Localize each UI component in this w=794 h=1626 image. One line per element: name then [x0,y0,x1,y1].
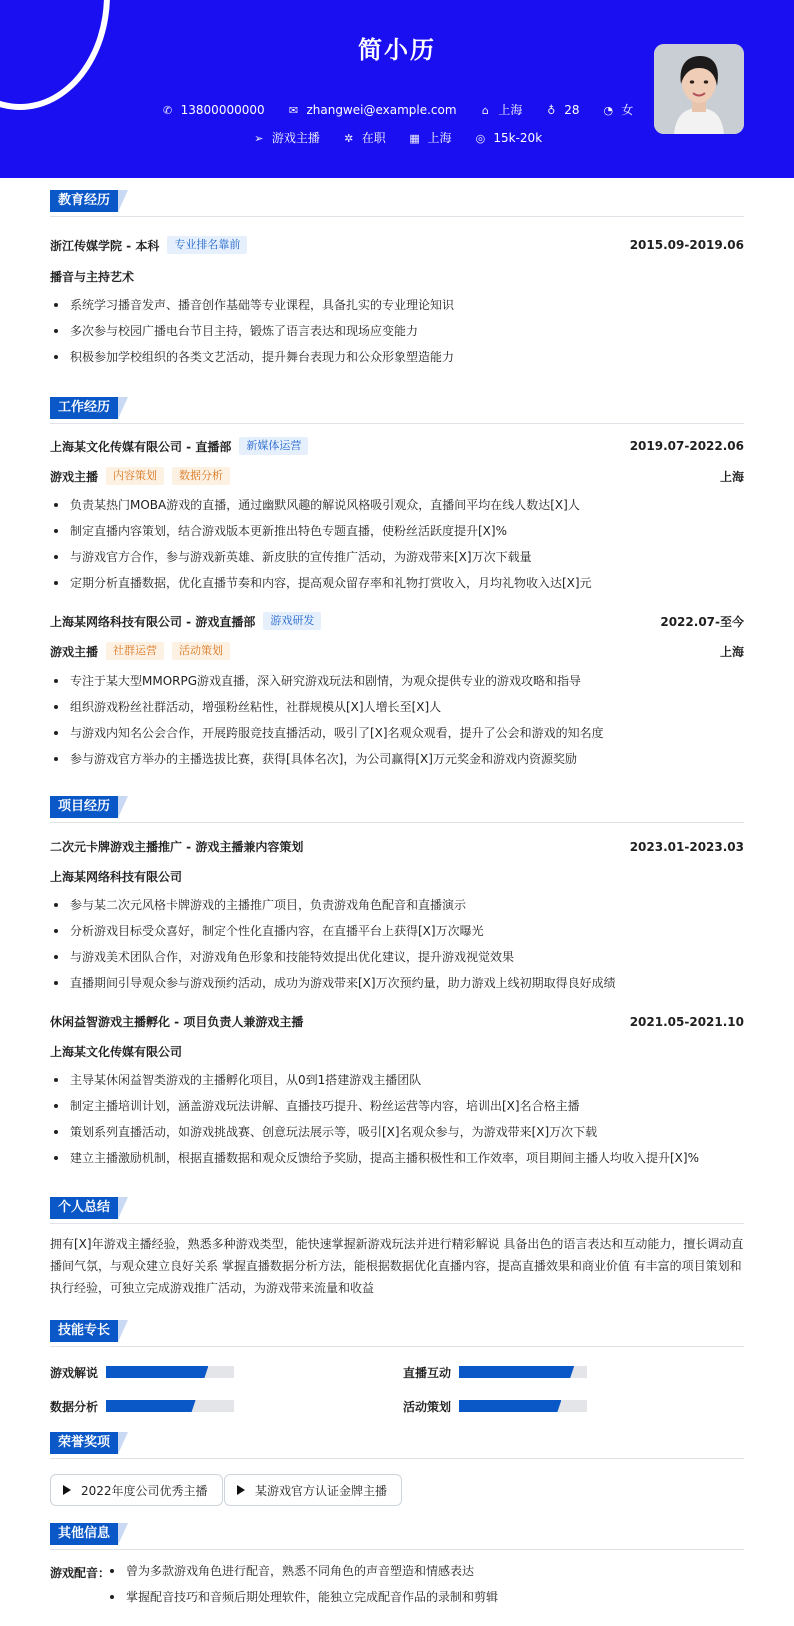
project-bullets [50,892,744,996]
list-item: 参与某二次元风格卡牌游戏的主播推广项目，负责游戏角色配音和直播演示 [50,892,744,918]
list-item: 策划系列直播活动，如游戏挑战赛、创意玩法展示等，吸引[X]名观众参与，为游戏带来[X]万次下载 [50,1119,744,1145]
school-name: 浙江传媒学院 - 本科 [50,238,160,253]
skill-item [50,1398,234,1414]
gender-info: ◔ 女 [601,101,633,118]
list-item: 建立主播激励机制，根据直播数据和观众反馈给予奖励，提高主播积极性和工作效率，项目期间主播人均收入提升[X]% [50,1145,744,1171]
section-skills [50,1320,118,1342]
list-item: 积极参加学校组织的各类文艺活动，提升舞台表现力和公众形象塑造能力 [50,344,744,370]
company-name: 上海某网络科技有限公司 - 游戏直播部 [50,614,256,629]
job-location: 上海 [719,469,744,484]
summary-text [50,1233,744,1299]
project-header [50,1013,744,1030]
play-icon [237,1485,245,1495]
skill-bar-fill [106,1400,196,1412]
skill-label: 数据分析 [50,1399,99,1414]
email-info: ✉ zhangwei@example.com [286,103,456,117]
project-name: 休闲益智游戏主播孵化 - 项目负责人兼游戏主播 [50,1015,304,1029]
job-role-row [50,642,744,660]
skill-bar [459,1366,587,1378]
profile-photo [654,44,744,134]
job-date: 2022.07-至今 [660,614,744,629]
skill-label: 直播互动 [403,1365,452,1380]
work-city-info: ▦ 上海 [409,131,452,145]
salary-info: ◎ 15k-20k [473,131,542,145]
summary-line: 执行经验，可独立完成游戏推广活动，为游戏带来流量和收益 [50,1281,375,1295]
list-item: 与游戏内知名公会合作，开展跨服竞技直播活动，吸引了[X]名观众观看，提升了公会和游戏的知名度 [50,720,744,746]
skill-bar-fill [459,1366,574,1378]
divider [50,1549,744,1550]
phone-info: ✆ 13800000000 [161,103,265,117]
skill-bar [106,1366,234,1378]
play-icon [63,1485,71,1495]
list-item: 与游戏美术团队合作，对游戏角色形象和技能特效提出优化建议，提升游戏视觉效果 [50,944,744,970]
divider [50,822,744,823]
list-item: 直播期间引导观众参与游戏预约活动，成功为游戏带来[X]万次预约量，助力游戏上线初期取得良好成绩 [50,970,744,996]
gear-icon: ✲ [344,132,354,145]
major-row [50,268,744,285]
list-item: 多次参与校园广播电台节目主持，锻炼了语言表达和现场应变能力 [50,318,744,344]
cake-icon: ♁ [547,104,556,117]
section-awards [50,1432,118,1454]
list-item: 曾为多款游戏角色进行配音，熟悉不同角色的声音塑造和情感表达 [106,1558,726,1584]
skill-tag: 内容策划 [106,467,164,485]
skill-bar [106,1400,234,1412]
education-date: 2015.09-2019.06 [629,238,744,252]
award-label: 2022年度公司优秀主播 [81,1483,208,1498]
other-bullets [106,1558,726,1610]
list-item: 与游戏官方合作，参与游戏新英雄、新皮肤的宣传推广活动，为游戏带来[X]万次下载量 [50,544,744,570]
skill-item [50,1364,234,1380]
skill-tag: 数据分析 [172,467,230,485]
list-item: 主导某休闲益智类游戏的主播孵化项目，从0到1搭建游戏主播团队 [50,1067,744,1093]
send-icon: ➢ [254,132,264,145]
award-label: 某游戏官方认证金牌主播 [255,1483,388,1498]
skill-label: 游戏解说 [50,1365,99,1380]
skill-tag: 社群运营 [106,642,164,660]
summary-line: 播间气氛，与观众建立良好关系 掌握直播数据分析方法，能根据数据优化直播内容，提高直播效果和商业价值 有丰富的项目策划和 [50,1259,742,1273]
job-location: 上海 [719,644,744,659]
section-projects [50,796,118,818]
job-bullets [50,668,744,772]
project-header [50,838,744,855]
job-role-row [50,467,744,485]
company-name: 上海某文化传媒有限公司 - 直播部 [50,439,232,454]
project-company: 上海某文化传媒有限公司 [50,1045,183,1059]
job-role: 游戏主播 [50,469,99,484]
skill-bar [459,1400,587,1412]
section-summary [50,1197,118,1219]
building-icon: ▦ [409,132,420,145]
project-date: 2023.01-2023.03 [629,839,744,854]
major-name: 播音与主持艺术 [50,270,135,284]
divider [50,1346,744,1347]
project-bullets [50,1067,744,1171]
section-work [50,397,118,419]
city-info: ⌂ 上海 [478,101,522,118]
education-bullets [50,292,744,370]
skill-item [403,1364,587,1380]
job-bullets [50,492,744,596]
list-item: 制定直播内容策划，结合游戏版本更新推出特色专题直播，使粉丝活跃度提升[X]% [50,518,744,544]
project-company-row [50,868,744,885]
list-item: 参与游戏官方举办的主播选拔比赛，获得[具体名次]，为公司赢得[X]万元奖金和游戏内资源奖励 [50,746,744,772]
section-title-label: 个人总结 [50,1197,118,1219]
section-title-label: 荣誉奖项 [50,1432,118,1454]
project-name: 二次元卡牌游戏主播推广 - 游戏主播兼内容策划 [50,840,304,854]
divider [50,1223,744,1224]
section-title-label: 工作经历 [50,397,118,419]
award-chip [224,1474,402,1506]
position-info: ➢ 游戏主播 [252,129,320,146]
skill-bar-fill [459,1400,561,1412]
section-title-label: 教育经历 [50,190,118,212]
list-item: 掌握配音技巧和音频后期处理软件，能独立完成配音作品的录制和剪辑 [106,1584,726,1610]
project-date: 2021.05-2021.10 [629,1014,744,1029]
age-info: ♁ 28 [544,103,579,117]
job-tag: 新媒体运营 [239,437,308,455]
gender-icon: ◔ [603,104,614,117]
divider [50,1458,744,1459]
education-tag: 专业排名靠前 [167,236,247,254]
avatar-illustration [654,44,744,134]
skill-tag: 活动策划 [172,642,230,660]
list-item: 定期分析直播数据，优化直播节奏和内容，提高观众留存率和礼物打赏收入，月均礼物收入达[X]元 [50,570,744,596]
list-item: 负责某热门MOBA游戏的直播，通过幽默风趣的解说风格吸引观众，直播间平均在线人数达[X]人 [50,492,744,518]
resume-header [0,0,794,178]
list-item: 分析游戏目标受众喜好，制定个性化直播内容，在直播平台上获得[X]万次曝光 [50,918,744,944]
other-label: 游戏配音： [50,1566,111,1580]
divider [50,423,744,424]
coin-icon: ◎ [475,132,486,145]
project-company: 上海某网络科技有限公司 [50,870,183,884]
section-other [50,1523,118,1545]
education-header [50,236,744,254]
phone-icon: ✆ [163,104,173,117]
section-title-label: 项目经历 [50,796,118,818]
job-date: 2019.07-2022.06 [629,439,744,453]
project-company-row [50,1043,744,1060]
skill-bar-fill [106,1366,208,1378]
divider [50,216,744,217]
home-icon: ⌂ [481,104,489,117]
skill-label: 活动策划 [403,1399,452,1414]
status-info: ✲ 在职 [342,129,386,146]
mail-icon: ✉ [288,104,299,117]
section-title-label: 其他信息 [50,1523,118,1545]
award-chip [50,1474,223,1506]
list-item: 制定主播培训计划，涵盖游戏玩法讲解、直播技巧提升、粉丝运营等内容，培训出[X]名合格主播 [50,1093,744,1119]
list-item: 专注于某大型MMORPG游戏直播，深入研究游戏玩法和剧情，为观众提供专业的游戏攻略和指导 [50,668,744,694]
skill-item [403,1398,587,1414]
job-tag: 游戏研发 [263,612,321,630]
job-header [50,612,744,630]
section-title-label: 技能专长 [50,1320,118,1342]
section-education [50,190,118,212]
job-role: 游戏主播 [50,644,99,659]
candidate-name: 简小历 [358,36,436,64]
list-item: 组织游戏粉丝社群活动，增强粉丝粘性，社群规模从[X]人增长至[X]人 [50,694,744,720]
job-header [50,437,744,455]
list-item: 系统学习播音发声、播音创作基础等专业课程，具备扎实的专业理论知识 [50,292,744,318]
summary-line: 拥有[X]年游戏主播经验，熟悉多种游戏类型，能快速掌握新游戏玩法并进行精彩解说 具备出色的语言表达和互动能力，擅长调动直 [50,1237,744,1251]
